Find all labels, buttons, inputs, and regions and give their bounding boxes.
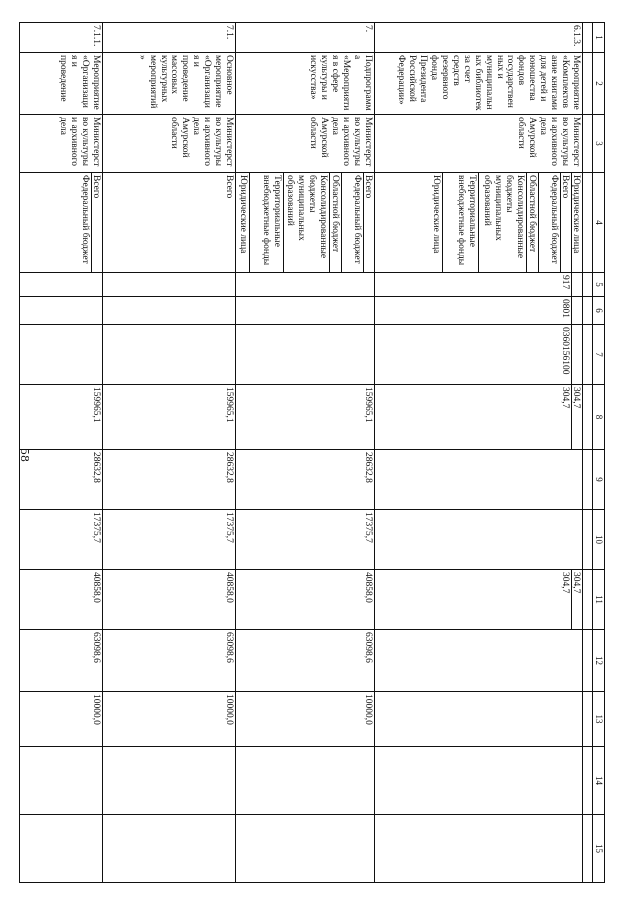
table-row	[20, 23, 103, 883]
row-name: Подпрограмма «Мероприятия в сфере культуры и искусства»	[236, 53, 375, 115]
col-header: 14	[593, 747, 605, 815]
cell-value: 40858,0	[236, 570, 375, 630]
cell-value: 40858,0	[103, 570, 236, 630]
cell-value: 17375,7	[20, 510, 103, 570]
col-header: 6	[593, 297, 605, 325]
funding-sources	[20, 173, 103, 273]
funding-line: Консолидированные бюджеты муниципальных образований	[478, 173, 526, 272]
cell-value: 159965,1	[103, 385, 236, 450]
cell-value: 0360156100	[560, 327, 570, 375]
funding-line: Консолидированные бюджеты муниципальных образований	[283, 173, 329, 272]
cell-value: 28632,8	[103, 450, 236, 510]
cell-value: 40858,0	[20, 570, 103, 630]
cell-value: 304,7	[571, 570, 582, 629]
funding-line: Юридические лица	[238, 175, 248, 254]
funding-line: Федеральный бюджет	[80, 175, 91, 264]
col-header: 5	[593, 273, 605, 297]
col-header: 9	[593, 450, 605, 510]
cell-value: 17375,7	[236, 510, 375, 570]
funding-line: Всего	[91, 173, 102, 272]
cell-value: 17375,7	[103, 510, 236, 570]
cell-value: 10000,0	[103, 692, 236, 747]
funding-line: Областной бюджет	[526, 173, 538, 272]
cell-value: 63098,6	[20, 630, 103, 692]
spacer-row	[583, 23, 593, 883]
funding-line: Юридические лица	[571, 173, 582, 272]
row-executor: Министерство культуры и архивного дела Амурской области	[236, 115, 375, 173]
page-number: 58	[18, 448, 31, 462]
col-header: 11	[593, 570, 605, 630]
funding-line: Всего	[560, 173, 571, 272]
row-number: 7.	[236, 23, 375, 53]
cell-value: 304,7	[560, 387, 570, 409]
funding-line: Всего	[103, 173, 236, 273]
row-name: Мероприятие «Комплектование книгами для детей и юношества фондов государственных и муниципальных библиотек за счет средств резервного фонда Президента Российской Федерации»	[375, 53, 583, 115]
budget-table	[19, 22, 605, 883]
cell-value: 63098,6	[236, 630, 375, 692]
cell-value: 28632,8	[20, 450, 103, 510]
table-row	[236, 23, 375, 883]
col-header: 10	[593, 510, 605, 570]
col-header: 4	[593, 173, 605, 273]
funding-line: Федеральный бюджет	[341, 173, 363, 272]
table-container	[58, 22, 605, 882]
row-executor: Министерство культуры и архивного дела Амурской области	[375, 115, 583, 173]
row-name: Мероприятие «Организация и проведение	[20, 53, 103, 115]
col-header: 3	[593, 115, 605, 173]
col-header: 7	[593, 325, 605, 385]
funding-line: Всего	[363, 173, 374, 272]
cell-value: 159965,1	[236, 385, 375, 450]
cell-value: 10000,0	[20, 692, 103, 747]
cell-value: 159965,1	[20, 385, 103, 450]
row-number: 7.1.	[103, 23, 236, 53]
col-header: 13	[593, 692, 605, 747]
row-name: Основное мероприятие «Организация и проведение массовых культурных мероприятий»	[103, 53, 236, 115]
cell-value: 917	[560, 275, 570, 290]
cell-value: 304,7	[571, 385, 582, 449]
col-header: 15	[593, 815, 605, 883]
cell-value: 28632,8	[236, 450, 375, 510]
row-executor: Министерство культуры и архивного дела Амурской области	[103, 115, 236, 173]
col-header: 2	[593, 53, 605, 115]
row-number: 7.1.1.	[20, 23, 103, 53]
cell-value: 10000,0	[236, 692, 375, 747]
funding-sources	[375, 173, 583, 273]
table-row	[103, 23, 236, 883]
col-header: 8	[593, 385, 605, 450]
cell-value: 0801	[560, 299, 570, 318]
row-number: 6.1.3.	[375, 23, 583, 53]
table-row	[375, 23, 583, 883]
col-header: 12	[593, 630, 605, 692]
row-executor: Министерство культуры и архивного дела	[20, 115, 103, 173]
funding-sources	[236, 173, 375, 273]
header-row	[593, 23, 605, 883]
funding-line: Федеральный бюджет	[538, 173, 560, 272]
funding-line: Территориальные внебюджетные фонды	[442, 173, 478, 272]
funding-line: Областной бюджет	[329, 173, 341, 272]
funding-line: Юридические лица	[431, 175, 441, 254]
col-header: 1	[593, 23, 605, 53]
funding-line: Территориальные внебюджетные фонды	[249, 173, 283, 272]
rotated-page	[58, 22, 605, 882]
cell-value: 63098,6	[103, 630, 236, 692]
cell-value: 304,7	[560, 572, 570, 594]
